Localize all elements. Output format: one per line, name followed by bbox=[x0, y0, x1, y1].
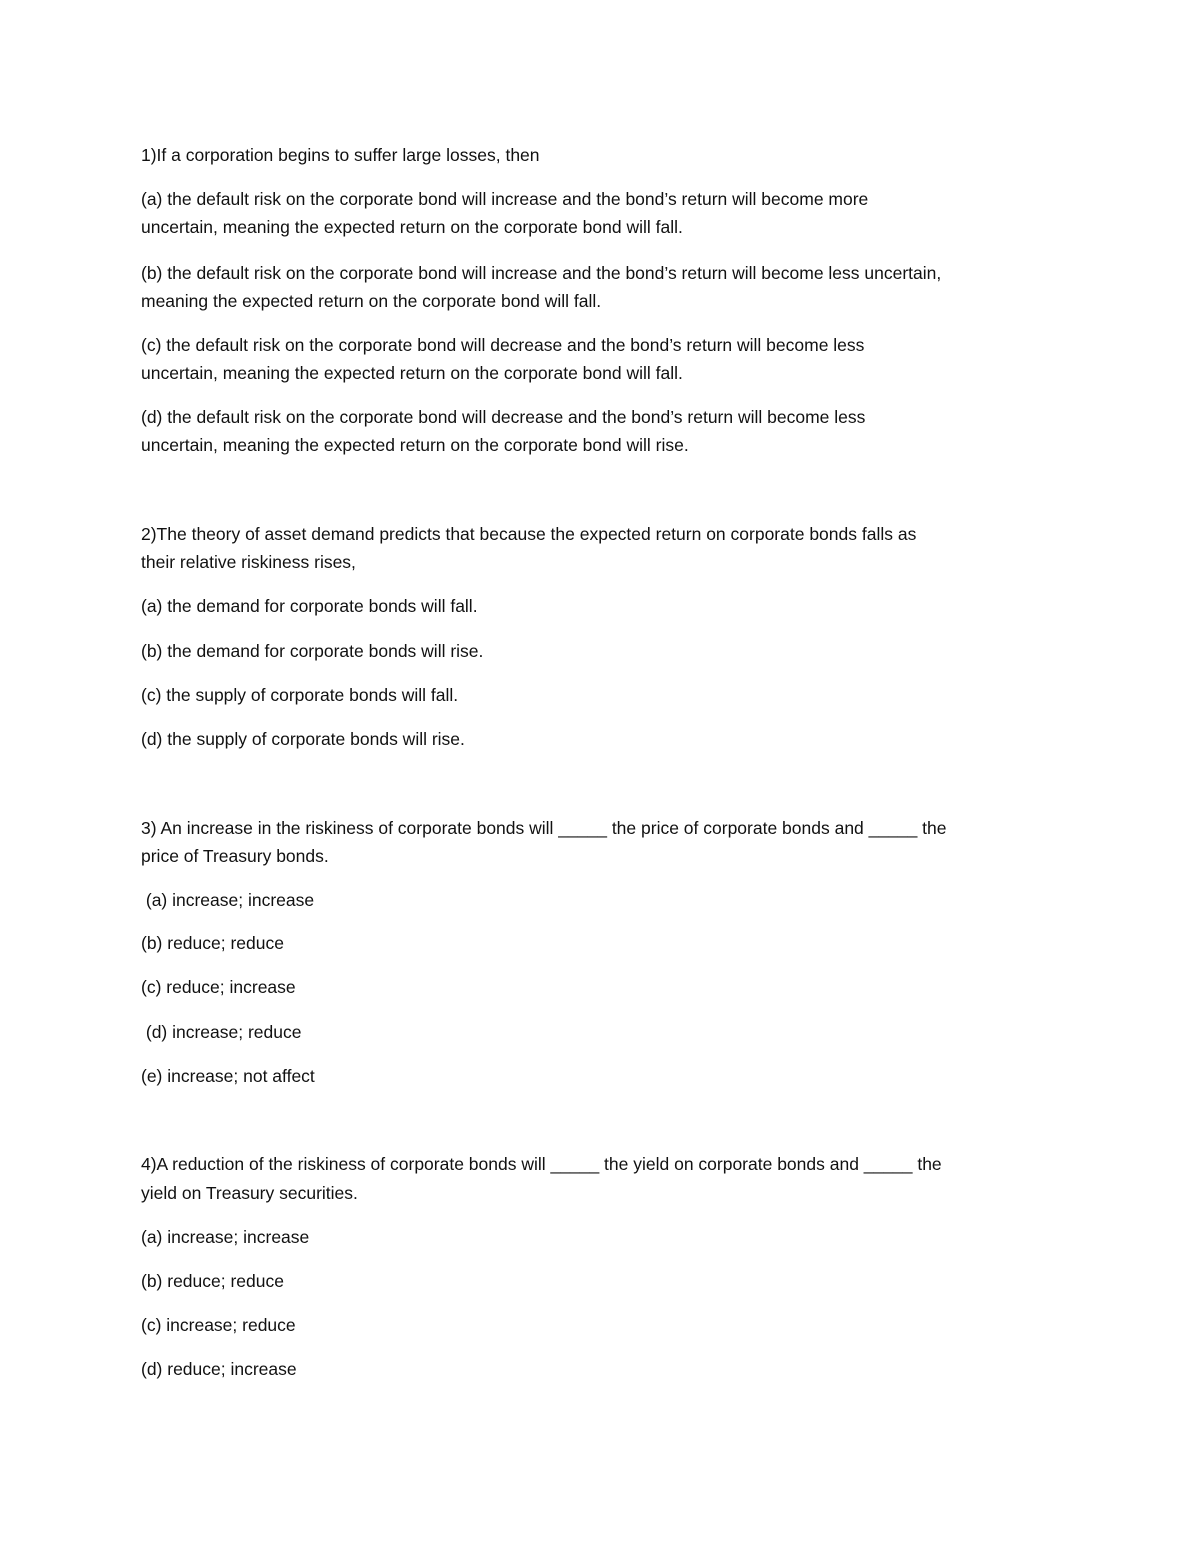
question-3-option-a: (a) increase; increase bbox=[141, 890, 315, 910]
question-3-stem-line-1: 3) An increase in the riskiness of corporate bonds will _____ the price of corporate bonds and _____ the bbox=[141, 818, 947, 838]
question-3-option-d: (d) increase; reduce bbox=[141, 1022, 302, 1042]
question-2-stem-line-1: 2)The theory of asset demand predicts that because the expected return on corporate bonds falls as bbox=[141, 524, 917, 544]
question-4-stem-line-1: 4)A reduction of the riskiness of corporate bonds will _____ the yield on corporate bonds and _____ the bbox=[141, 1154, 942, 1174]
question-2-option-a: (a) the demand for corporate bonds will fall. bbox=[141, 596, 478, 616]
question-3-option-c: (c) reduce; increase bbox=[141, 977, 296, 997]
question-1-stem-line-1: 1)If a corporation begins to suffer large losses, then bbox=[141, 145, 540, 165]
question-1-option-a-line-2: uncertain, meaning the expected return on the corporate bond will fall. bbox=[141, 217, 683, 237]
question-2-option-d: (d) the supply of corporate bonds will rise. bbox=[141, 729, 465, 749]
question-3-stem-line-2: price of Treasury bonds. bbox=[141, 846, 329, 866]
question-4-option-a: (a) increase; increase bbox=[141, 1227, 310, 1247]
question-1-option-a-line-1: (a) the default risk on the corporate bond will increase and the bond’s return will become more bbox=[141, 189, 869, 209]
question-4-option-c: (c) increase; reduce bbox=[141, 1315, 296, 1335]
question-1-option-b-line-1: (b) the default risk on the corporate bond will increase and the bond’s return will become less uncertain, bbox=[141, 263, 942, 283]
question-1-option-c-line-2: uncertain, meaning the expected return on the corporate bond will fall. bbox=[141, 363, 683, 383]
question-2-option-c: (c) the supply of corporate bonds will fall. bbox=[141, 685, 459, 705]
question-2-option-b: (b) the demand for corporate bonds will rise. bbox=[141, 641, 484, 661]
question-4-option-b: (b) reduce; reduce bbox=[141, 1271, 284, 1291]
question-1-option-b-line-2: meaning the expected return on the corporate bond will fall. bbox=[141, 291, 602, 311]
question-4-stem-line-2: yield on Treasury securities. bbox=[141, 1183, 358, 1203]
question-1-option-d-line-1: (d) the default risk on the corporate bond will decrease and the bond’s return will become less bbox=[141, 407, 866, 427]
question-2-stem-line-2: their relative riskiness rises, bbox=[141, 552, 356, 572]
question-1-option-c-line-1: (c) the default risk on the corporate bond will decrease and the bond’s return will become less bbox=[141, 335, 865, 355]
question-3-option-e: (e) increase; not affect bbox=[141, 1066, 315, 1086]
question-4-option-d: (d) reduce; increase bbox=[141, 1359, 297, 1379]
question-3-option-b: (b) reduce; reduce bbox=[141, 933, 284, 953]
question-1-option-d-line-2: uncertain, meaning the expected return on the corporate bond will rise. bbox=[141, 435, 689, 455]
